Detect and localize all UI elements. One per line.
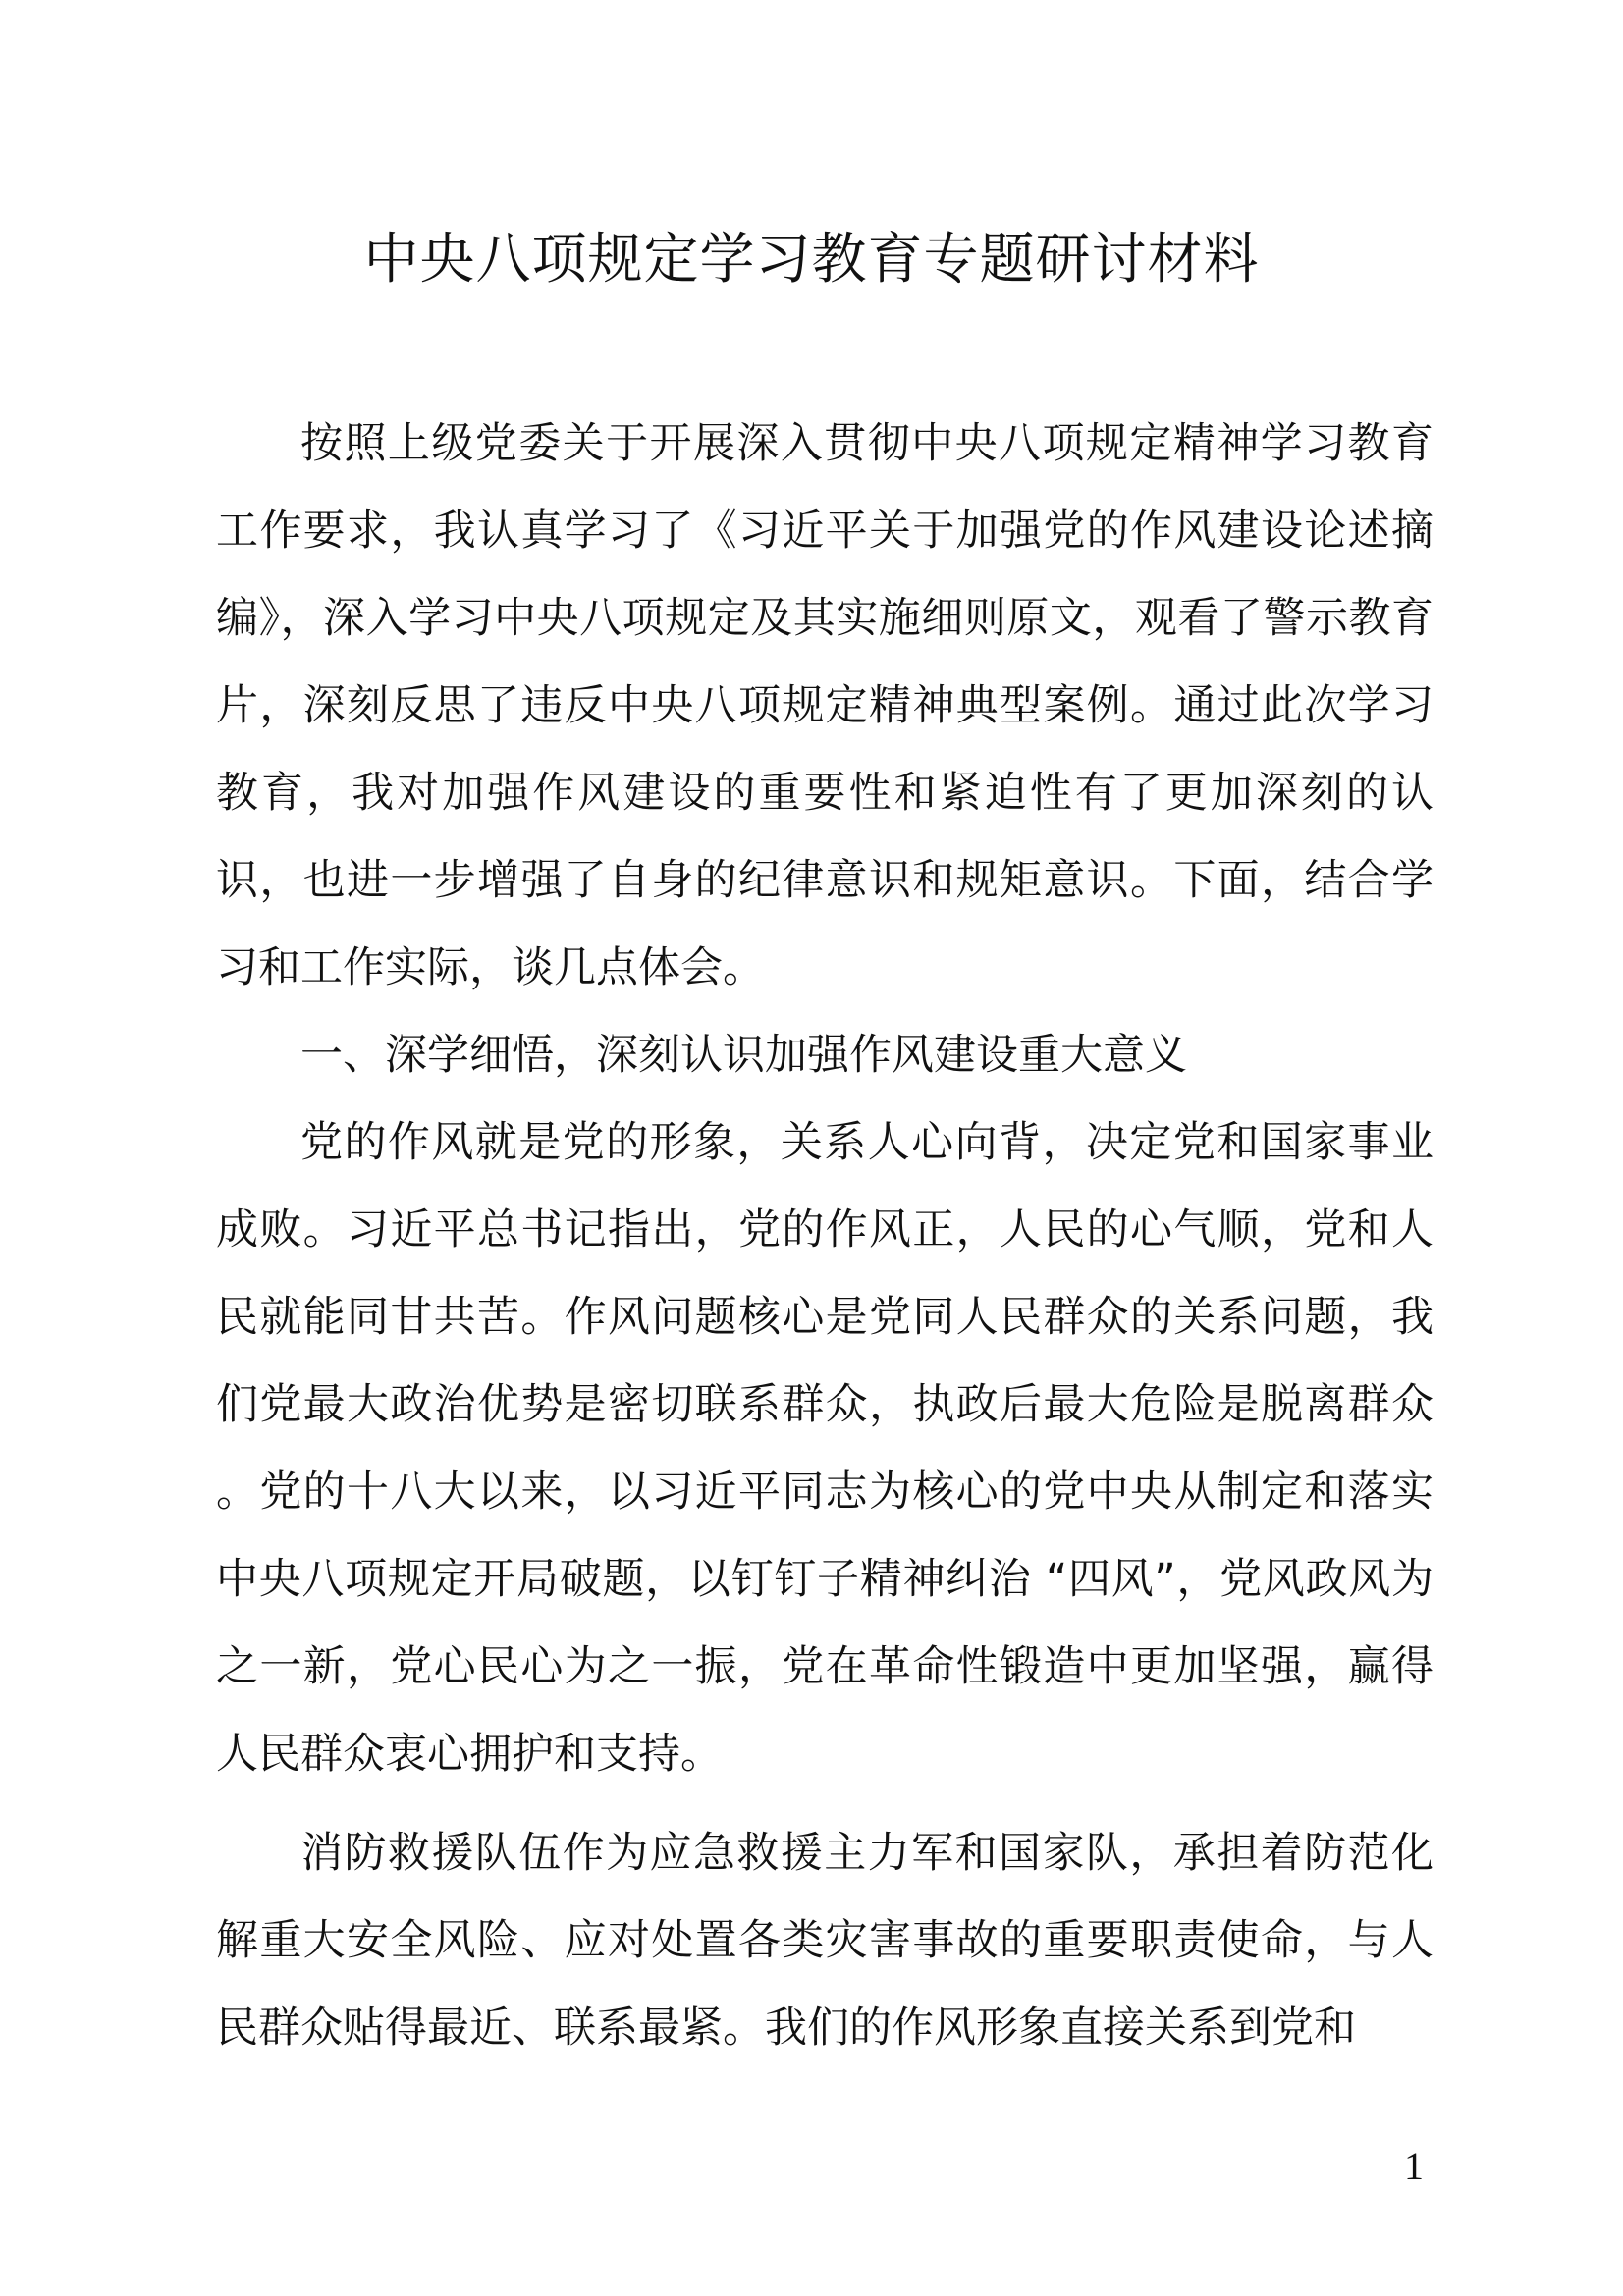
document-title: 中央八项规定学习教育专题研讨材料: [363, 228, 1260, 292]
page-number: 1: [1404, 2144, 1424, 2188]
body-paragraph-1: 党的作风就是党的形象，关系人心向背，决定党和国家事业成败。习近平总书记指出，党的作风正，人民的心气顺，党和人民就能同甘共苦。作风问题核心是党同人民群众的关系问题，我们党最大政治优势是密切联系群众，执政后最大危险是脱离群众 。党的十八大以来，以习近平同志为核心的党中央从制定和落实中央八项规定开局破题，以钉钉子精神纠治 “四风”，党风政风为之一新，党心民心为之一振，党在革命性锻造中更加坚强，赢得人民群众衷心拥护和支持。: [216, 1118, 1434, 1779]
body-paragraph-2: 消防救援队伍作为应急救援主力军和国家队，承担着防范化解重大安全风险、应对处置各类灾害事故的重要职责使命，与人民群众贴得最近、联系最紧。我们的作风形象直接关系到党和: [216, 1829, 1434, 2053]
document-body: [216, 400, 1434, 2072]
intro-paragraph: 按照上级党委关于开展深入贯彻中央八项规定精神学习教育工作要求，我认真学习了《习近平关于加强党的作风建设论述摘编》，深入学习中央八项规定及其实施细则原文，观看了警示教育片，深刻反思了违反中央八项规定精神典型案例。通过此次学习教育，我对加强作风建设的重要性和紧迫性有了更加深刻的认识，也进一步增强了自身的纪律意识和规矩意识。下面，结合学习和工作实际，谈几点体会。: [216, 419, 1434, 992]
section-heading-1: 一、深学细悟，深刻认识加强作风建设重大意义: [300, 1031, 1187, 1080]
